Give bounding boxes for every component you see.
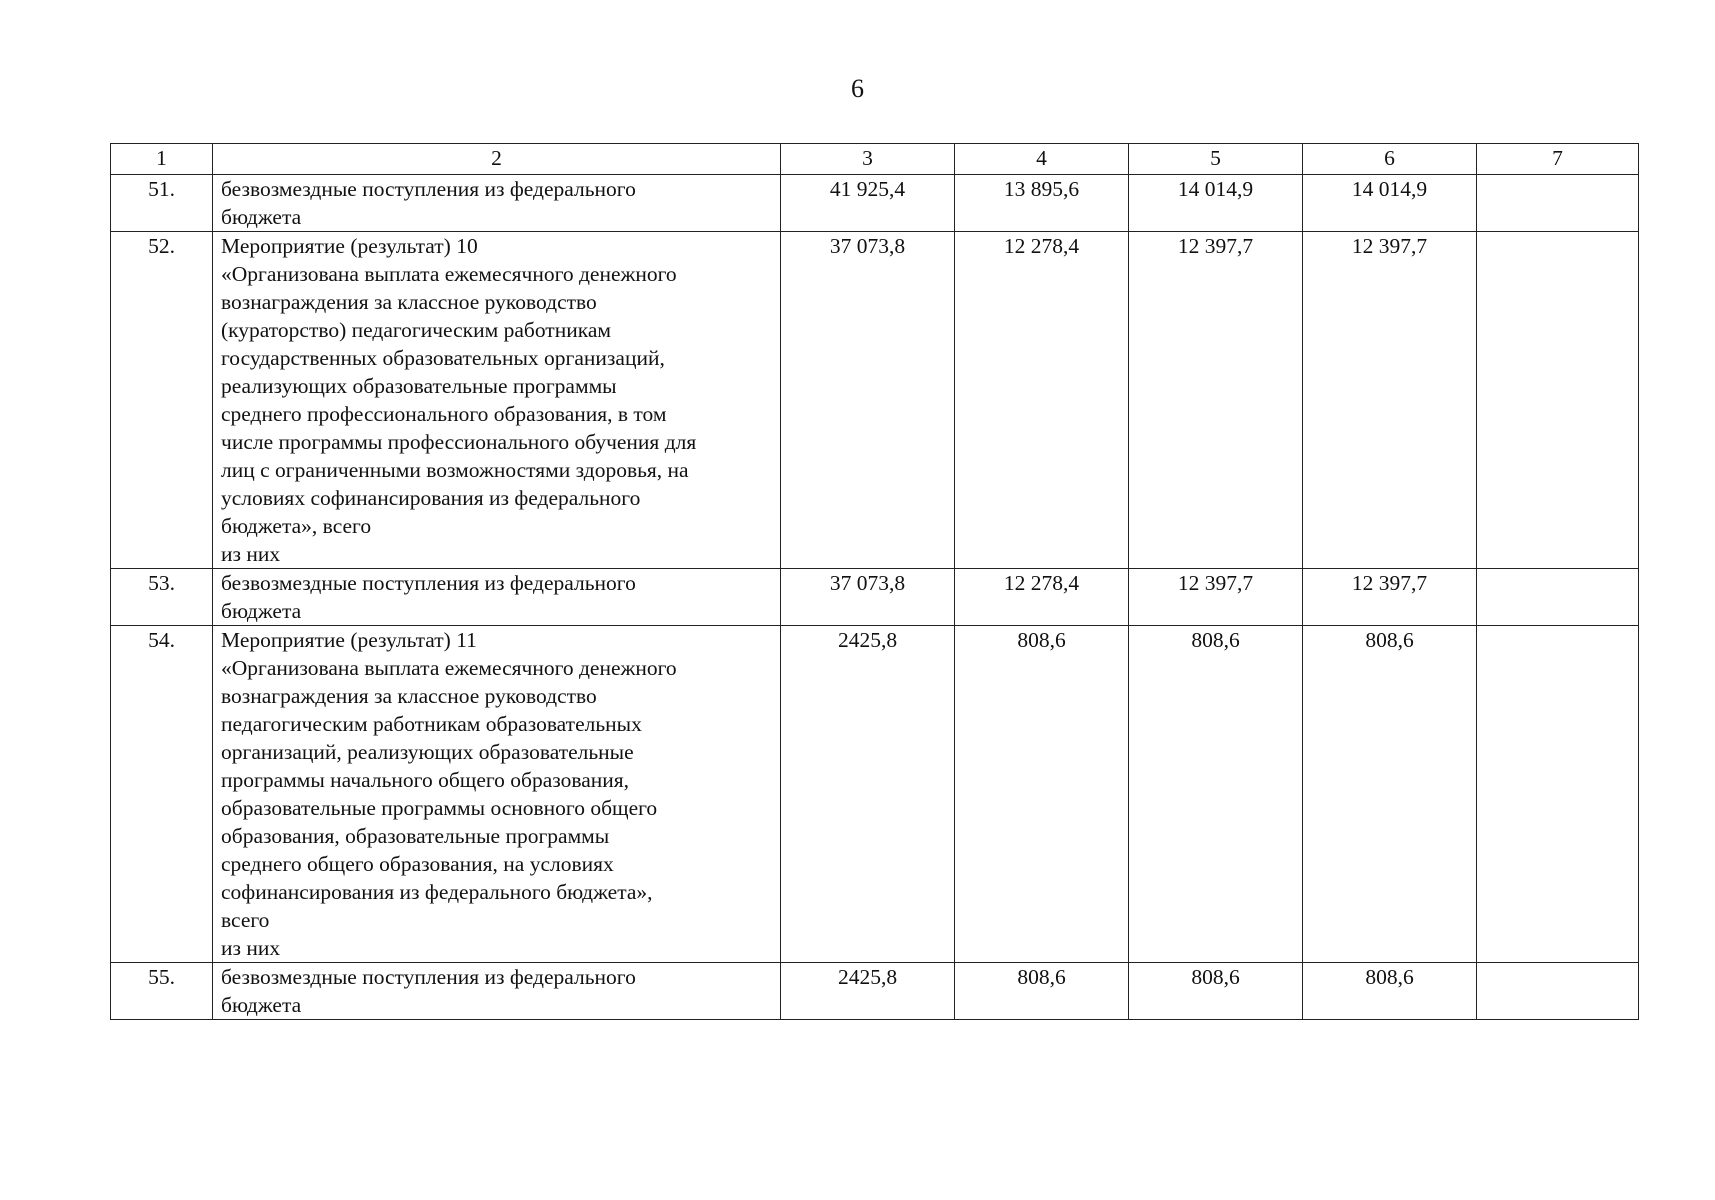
value-cell-col-4: 12 278,4: [955, 232, 1129, 569]
description-line: софинансирования из федерального бюджета»,: [221, 880, 653, 904]
description-line: бюджета», всего: [221, 514, 372, 538]
description-line: бюджета: [221, 205, 302, 229]
value-cell-col-5: 12 397,7: [1129, 232, 1303, 569]
row-number: 53.: [111, 569, 213, 626]
description-line: образовательные программы основного общего: [221, 796, 658, 820]
value-cell-col-3: 2425,8: [781, 626, 955, 963]
description-line: педагогическим работникам образовательных: [221, 712, 642, 736]
table-body: [111, 175, 1639, 1020]
row-number: 52.: [111, 232, 213, 569]
description-line: безвозмездные поступления из федерального: [221, 965, 636, 989]
row-number: 55.: [111, 963, 213, 1020]
column-header: 1: [111, 144, 213, 175]
value-cell-col-6: 14 014,9: [1303, 175, 1477, 232]
value-cell-col-3: 2425,8: [781, 963, 955, 1020]
table-row: [111, 569, 1639, 626]
table-row: [111, 232, 1639, 569]
description-line: Мероприятие (результат) 10: [221, 234, 478, 258]
value-cell-col-5: 14 014,9: [1129, 175, 1303, 232]
value-cell-col-3: 41 925,4: [781, 175, 955, 232]
table-header-row: [111, 144, 1639, 175]
column-header: 5: [1129, 144, 1303, 175]
value-cell-col-6: 808,6: [1303, 963, 1477, 1020]
description-line: Мероприятие (результат) 11: [221, 628, 477, 652]
value-cell-col-6: 12 397,7: [1303, 569, 1477, 626]
value-cell-col-7: [1477, 175, 1639, 232]
column-header: 7: [1477, 144, 1639, 175]
value-cell-col-5: 808,6: [1129, 963, 1303, 1020]
value-cell-col-5: 808,6: [1129, 626, 1303, 963]
column-header: 2: [213, 144, 781, 175]
page-number: 6: [851, 74, 864, 103]
description-line: безвозмездные поступления из федерального: [221, 177, 636, 201]
value-cell-col-5: 12 397,7: [1129, 569, 1303, 626]
row-description: [213, 232, 781, 569]
description-line: (кураторство) педагогическим работникам: [221, 318, 611, 342]
value-cell-col-3: 37 073,8: [781, 232, 955, 569]
row-number: 54.: [111, 626, 213, 963]
description-line: организаций, реализующих образовательные: [221, 740, 634, 764]
value-cell-col-4: 808,6: [955, 963, 1129, 1020]
description-line: реализующих образовательные программы: [221, 374, 617, 398]
table-row: [111, 175, 1639, 232]
value-cell-col-7: [1477, 963, 1639, 1020]
row-description: [213, 569, 781, 626]
row-number: 51.: [111, 175, 213, 232]
description-line: лиц с ограниченными возможностями здоровья, на: [221, 458, 689, 482]
description-line: условиях софинансирования из федерального: [221, 486, 641, 510]
budget-table: [110, 143, 1639, 1020]
column-header: 6: [1303, 144, 1477, 175]
description-line: из них: [221, 936, 281, 960]
description-line: числе программы профессионального обучения для: [221, 430, 697, 454]
value-cell-col-4: 13 895,6: [955, 175, 1129, 232]
table-row: [111, 626, 1639, 963]
description-line: образования, образовательные программы: [221, 824, 610, 848]
row-description: [213, 963, 781, 1020]
description-line: бюджета: [221, 599, 302, 623]
description-line: «Организована выплата ежемесячного денежного: [221, 656, 677, 680]
value-cell-col-4: 12 278,4: [955, 569, 1129, 626]
row-description: [213, 175, 781, 232]
description-line: бюджета: [221, 993, 302, 1017]
row-description: [213, 626, 781, 963]
value-cell-col-7: [1477, 232, 1639, 569]
description-line: из них: [221, 542, 281, 566]
description-line: безвозмездные поступления из федерального: [221, 571, 636, 595]
description-line: всего: [221, 908, 270, 932]
value-cell-col-6: 12 397,7: [1303, 232, 1477, 569]
column-header: 4: [955, 144, 1129, 175]
description-line: среднего профессионального образования, в том: [221, 402, 667, 426]
value-cell-col-7: [1477, 626, 1639, 963]
value-cell-col-3: 37 073,8: [781, 569, 955, 626]
description-line: среднего общего образования, на условиях: [221, 852, 614, 876]
column-header: 3: [781, 144, 955, 175]
value-cell-col-4: 808,6: [955, 626, 1129, 963]
description-line: программы начального общего образования,: [221, 768, 630, 792]
table-row: [111, 963, 1639, 1020]
description-line: государственных образовательных организаций,: [221, 346, 665, 370]
value-cell-col-7: [1477, 569, 1639, 626]
description-line: вознаграждения за классное руководство: [221, 290, 597, 314]
value-cell-col-6: 808,6: [1303, 626, 1477, 963]
description-line: вознаграждения за классное руководство: [221, 684, 597, 708]
description-line: «Организована выплата ежемесячного денежного: [221, 262, 677, 286]
